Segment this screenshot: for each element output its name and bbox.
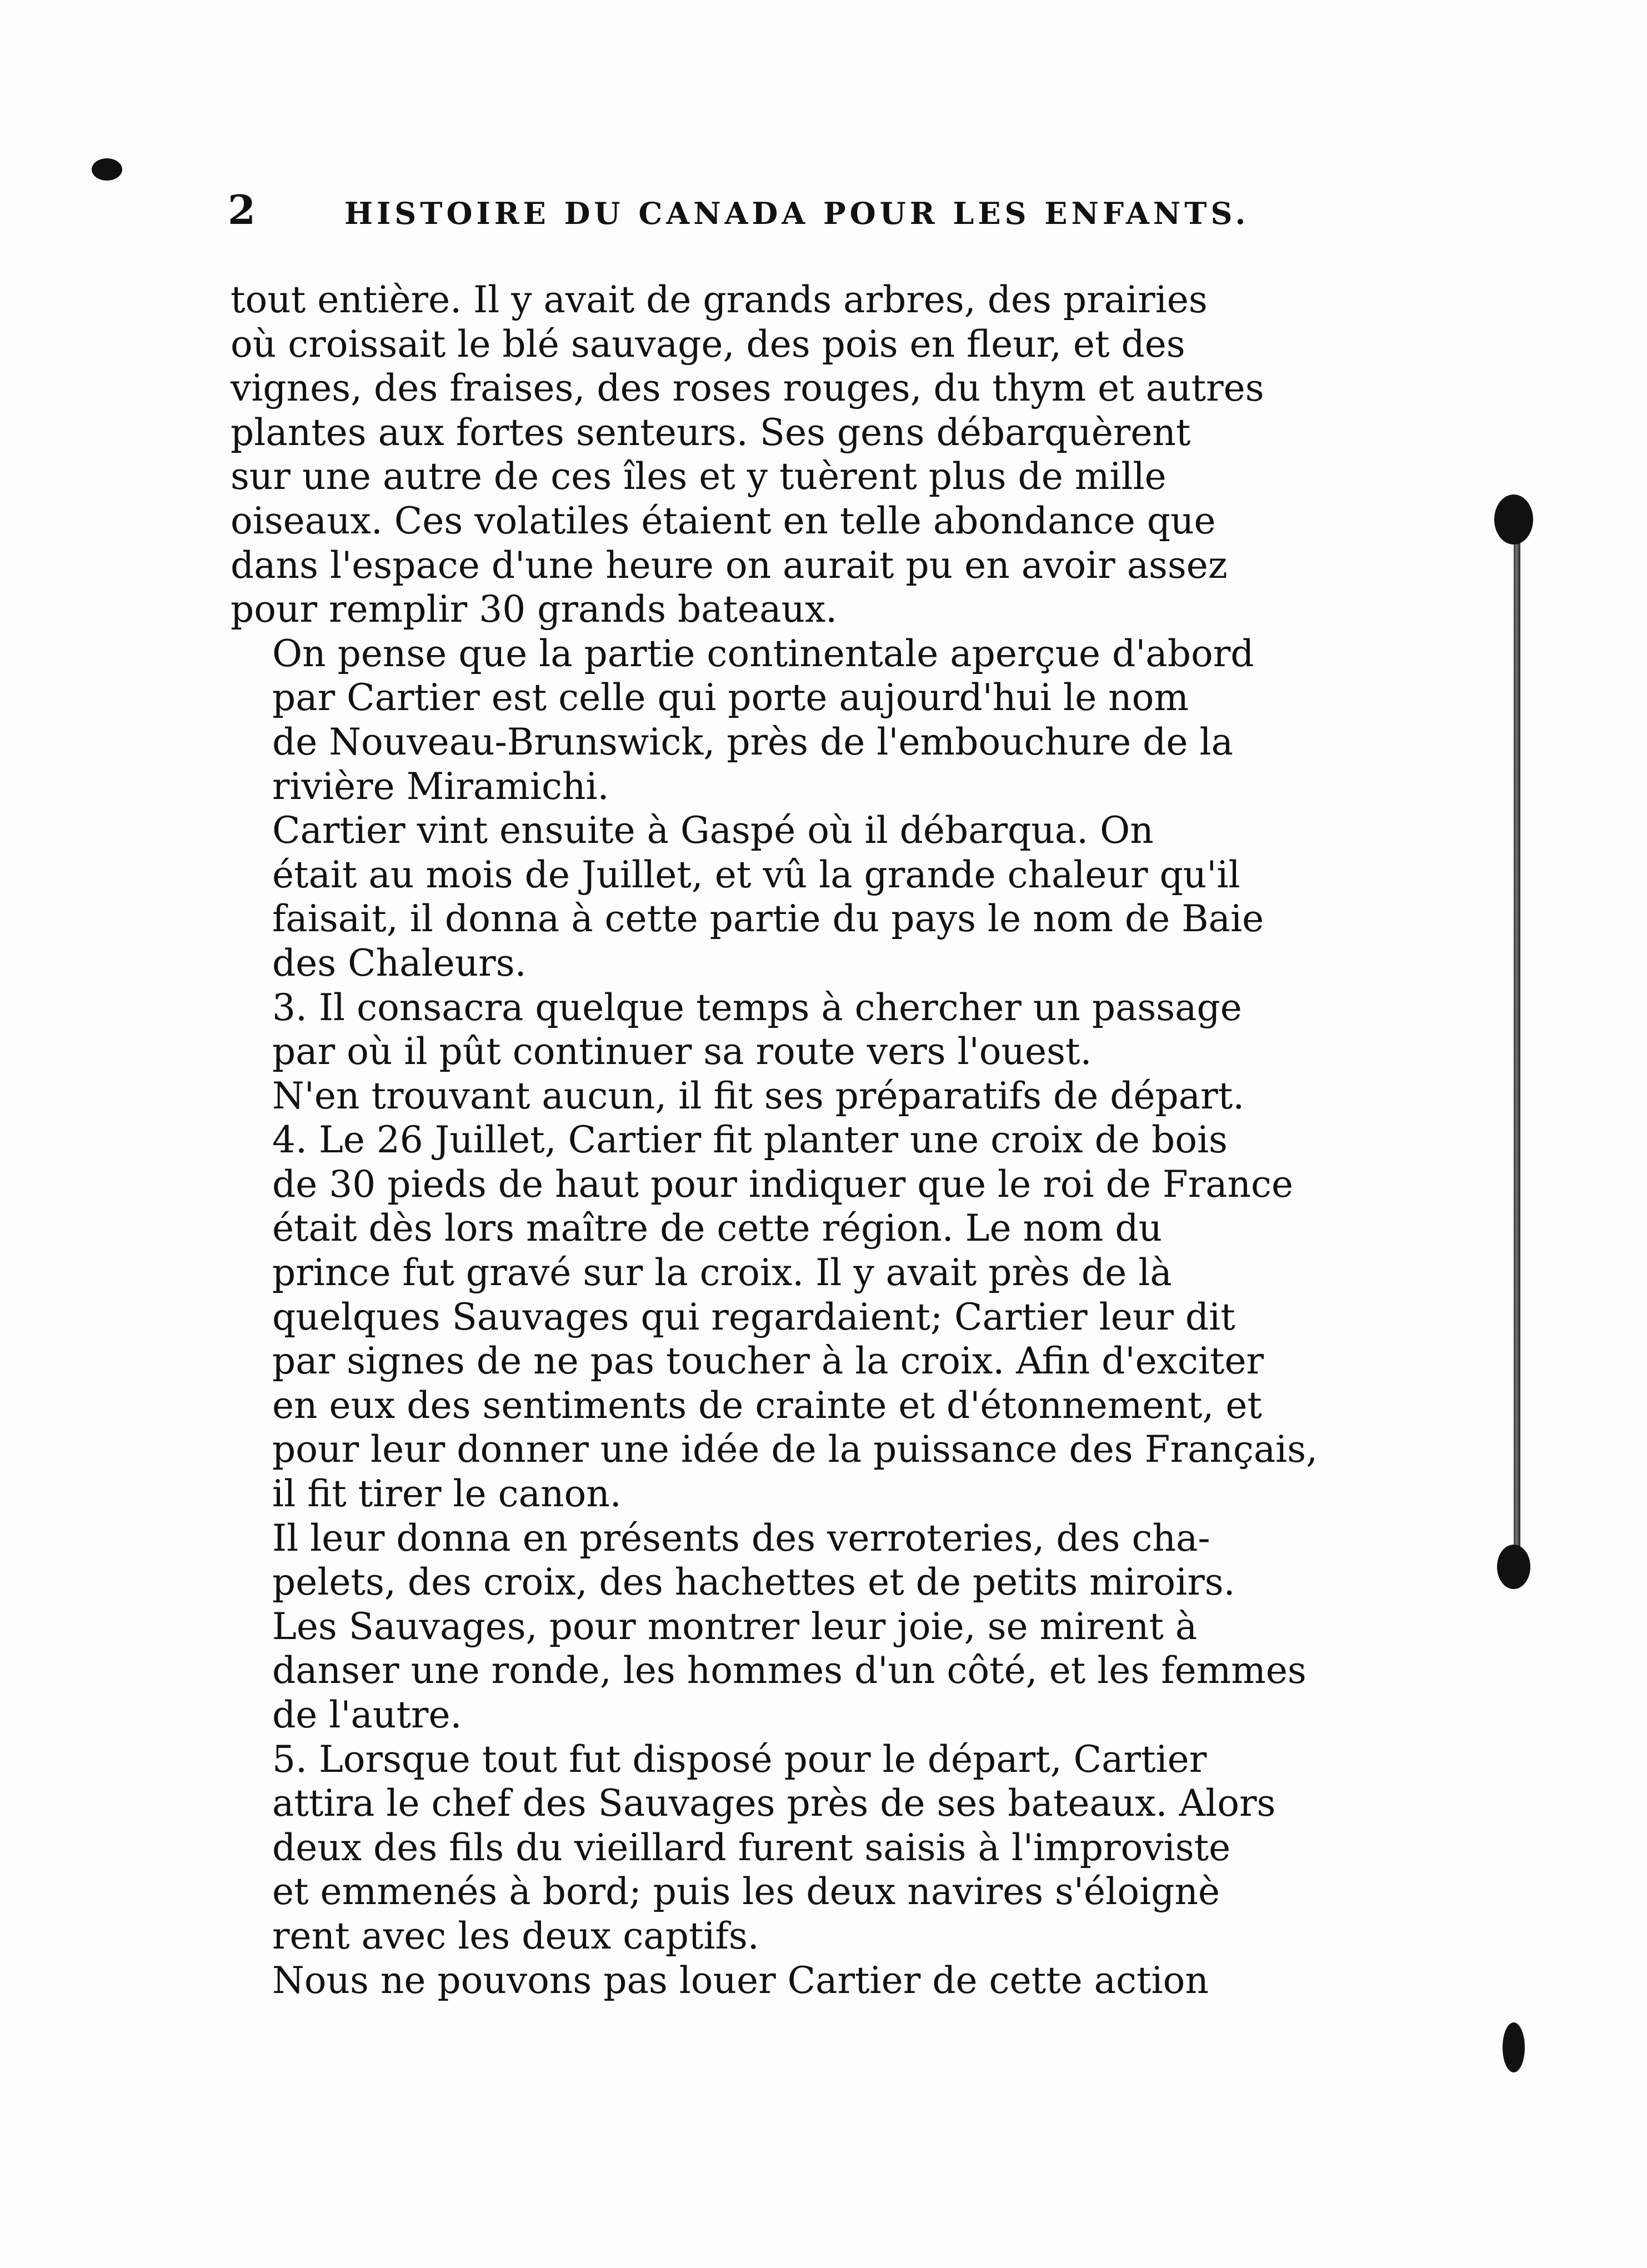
text-line: plantes aux fortes senteurs. Ses gens débarquèrent (231, 411, 1191, 454)
text-line: il fit tirer le canon. (272, 1472, 622, 1516)
body-text (231, 278, 1318, 2002)
text-line: faisait, il donna à cette partie du pays le nom de Baie (272, 897, 1264, 941)
paragraph (231, 278, 1286, 632)
ink-blot (1494, 494, 1533, 544)
text-line: et emmenés à bord; puis les deux navires s'éloignè (272, 1870, 1220, 1914)
text-line: par signes de ne pas toucher à la croix. Afin d'exciter (272, 1340, 1264, 1383)
text-line: sur une autre de ces îles et y tuèrent plus de mille (231, 455, 1167, 498)
text-line: danser une ronde, les hommes d'un côté, et les femmes (272, 1649, 1306, 1692)
text-line: attira le chef des Sauvages près de ses bateaux. Alors (272, 1782, 1276, 1825)
text-line: de l'autre. (272, 1693, 462, 1736)
paragraph (231, 1737, 1286, 1959)
text-line: de Nouveau-Brunswick, près de l'embouchure de la (272, 720, 1233, 763)
text-line: par Cartier est celle qui porte aujourd'hui le nom (272, 676, 1189, 720)
paragraph (231, 1118, 1318, 1516)
text-line: N'en trouvant aucun, il fit ses préparatifs de départ. (272, 1074, 1245, 1117)
text-line: Les Sauvages, pour montrer leur joie, se mirent à (272, 1605, 1198, 1648)
text-line: quelques Sauvages qui regardaient; Cartier leur dit (272, 1295, 1235, 1338)
text-line: 5. Lorsque tout fut disposé pour le départ, Cartier (272, 1737, 1207, 1781)
text-line: rent avec les deux captifs. (272, 1914, 759, 1957)
text-line: était au mois de Juillet, et vû la grande chaleur qu'il (272, 853, 1240, 896)
paragraph (231, 1959, 1286, 2003)
text-line: en eux des sentiments de crainte et d'étonnement, et (272, 1383, 1262, 1427)
text-line: Nous ne pouvons pas louer Cartier de cette action (272, 1959, 1209, 2002)
page-header (228, 186, 1283, 242)
text-line: vignes, des fraises, des roses rouges, du thym et autres (231, 367, 1264, 410)
text-line: Il leur donna en présents des verroteries, des cha- (272, 1516, 1210, 1560)
binding-rule (1514, 511, 1520, 1567)
text-line: 4. Le 26 Juillet, Cartier fit planter une croix de bois (272, 1118, 1228, 1162)
text-line: prince fut gravé sur la croix. Il y avait près de là (272, 1251, 1172, 1295)
text-line: dans l'espace d'une heure on aurait pu en avoir assez (231, 543, 1228, 587)
text-line: pelets, des croix, des hachettes et de petits miroirs. (272, 1561, 1235, 1604)
text-line: des Chaleurs. (272, 941, 527, 985)
text-line: par où il pût continuer sa route vers l'ouest. (272, 1030, 1092, 1073)
ink-blot (1503, 2022, 1525, 2072)
paragraph (231, 1516, 1306, 1737)
text-line: était dès lors maître de cette région. Le nom du (272, 1207, 1163, 1250)
text-line: où croissait le blé sauvage, des pois en fleur, et des (231, 322, 1185, 366)
text-line: deux des fils du vieillard furent saisis à l'improviste (272, 1826, 1231, 1869)
running-title: HISTOIRE DU CANADA POUR LES ENFANTS. (344, 196, 1250, 231)
text-line: 3. Il consacra quelque temps à chercher un passage (272, 986, 1242, 1029)
paragraph (231, 1074, 1286, 1118)
ink-blot (92, 158, 122, 181)
paragraph (231, 632, 1286, 808)
text-line: tout entière. Il y avait de grands arbres, des prairies (231, 278, 1208, 321)
text-line: pour leur donner une idée de la puissance des Français, (272, 1428, 1318, 1471)
text-line: Cartier vint ensuite à Gaspé où il débarqua. On (272, 809, 1154, 852)
paragraph (231, 986, 1286, 1074)
page-number: 2 (228, 186, 259, 233)
text-line: On pense que la partie continentale aperçue d'abord (272, 632, 1254, 675)
text-line: pour remplir 30 grands bateaux. (231, 588, 838, 631)
paragraph (231, 808, 1286, 985)
text-line: oiseaux. Ces volatiles étaient en telle abondance que (231, 499, 1216, 542)
text-line: rivière Miramichi. (272, 765, 609, 808)
ink-blot (1497, 1545, 1530, 1589)
text-line: de 30 pieds de haut pour indiquer que le roi de France (272, 1162, 1294, 1206)
